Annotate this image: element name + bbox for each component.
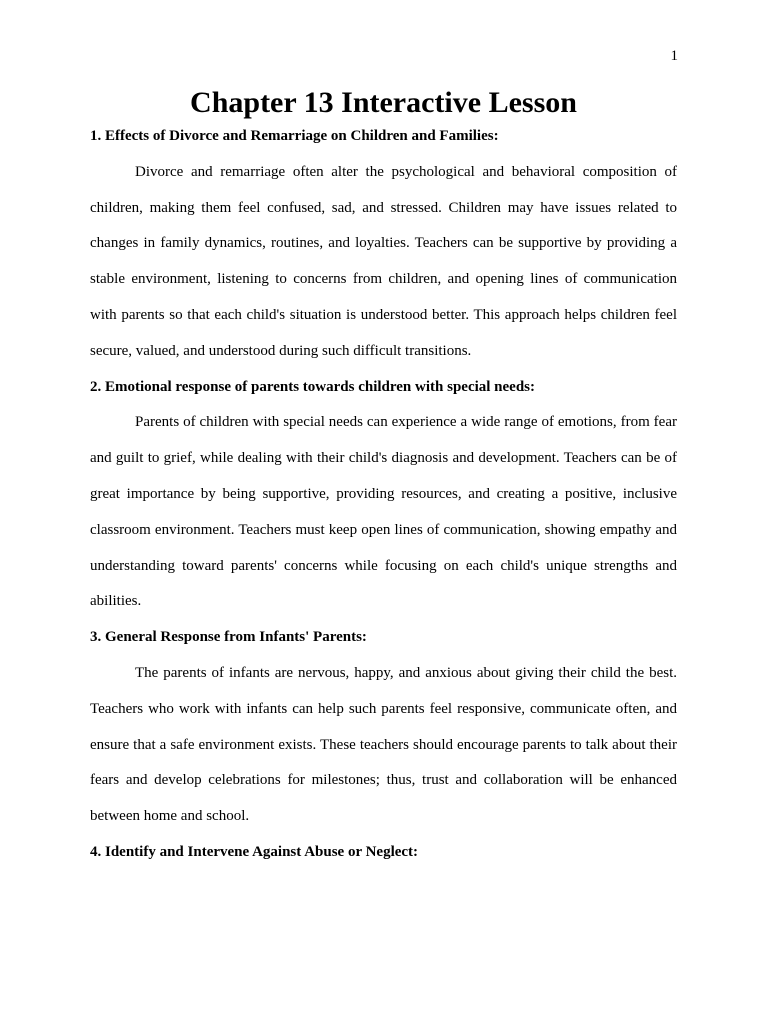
section-paragraph: The parents of infants are nervous, happy, and anxious about giving their child the best. Teachers who work with infants can help such parents feel responsive, communicate often, and ensure that a safe environment exists. These teachers should encourage parents to talk about their fears and develop celebrations for milestones; thus, trust and collaboration will be enhanced between home and school. — [90, 664, 677, 825]
section-infants-parents — [90, 620, 677, 835]
section-heading: 3. General Response from Infants' Parents: — [90, 629, 367, 646]
section-heading: 1. Effects of Divorce and Remarriage on Children and Families: — [90, 128, 499, 144]
section-divorce-remarriage — [90, 119, 677, 370]
page-number: 1 — [670, 48, 678, 64]
document-body — [90, 86, 677, 871]
section-heading: 4. Identify and Intervene Against Abuse or Neglect: — [90, 843, 419, 860]
section-special-needs — [90, 370, 677, 621]
section-abuse-neglect — [90, 835, 677, 871]
section-heading: 2. Emotional response of parents towards children with special needs: — [90, 378, 536, 395]
section-paragraph: Parents of children with special needs can experience a wide range of emotions, from fear and guilt to grief, while dealing with their child's diagnosis and development. Teachers can be of great importance by being supportive, providing resources, and creating a positive, inclusive classroom environment. Teachers must keep open lines of communication, showing empathy and understanding toward parents' concerns while focusing on each child's unique strengths and abilities. — [90, 414, 677, 610]
document-title: Chapter 13 Interactive Lesson — [190, 86, 577, 119]
section-paragraph: Divorce and remarriage often alter the psychological and behavioral composition of children, making them feel confused, sad, and stressed. Children may have issues related to changes in family dynamics, routines, and loyalties. Teachers can be supportive by providing a stable environment, listening to concerns from children, and opening lines of communication with parents so that each child's situation is understood better. This approach helps children feel secure, valued, and understood during such difficult transitions. — [90, 163, 677, 359]
